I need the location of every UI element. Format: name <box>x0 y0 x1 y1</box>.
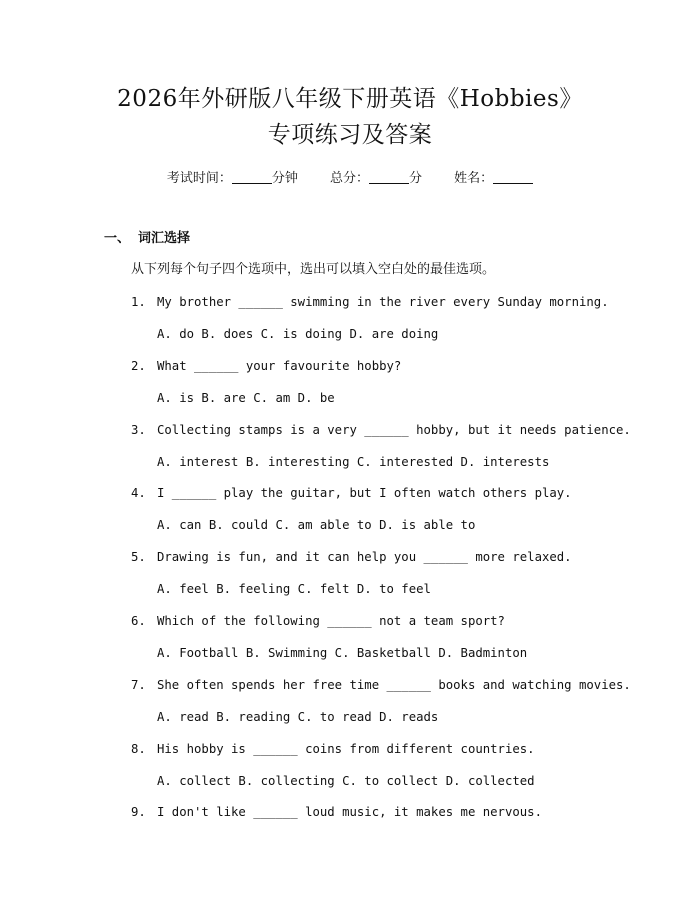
answer-options: A. do B. does C. is doing D. are doing <box>157 327 439 341</box>
section-instruction: 从下列每个句子四个选项中，选出可以填入空白处的最佳选项。 <box>131 262 496 277</box>
exam-time-field <box>167 171 302 186</box>
question-number: 4. <box>131 486 146 501</box>
section-heading <box>104 230 190 248</box>
total-score-field <box>330 171 426 186</box>
answer-options: A. is B. are C. am D. be <box>157 390 335 405</box>
question-text: What ______ your favourite hobby? <box>157 358 402 373</box>
answer-options: A. can B. could C. am able to D. is able to <box>157 518 476 533</box>
exam-time-unit: 分钟 <box>271 171 298 186</box>
student-name-field <box>454 171 533 186</box>
total-score-unit: 分 <box>409 171 423 186</box>
student-name-blank <box>493 169 533 184</box>
exam-time-label: 考试时间： <box>166 171 232 186</box>
question-number: 8. <box>131 741 146 756</box>
question-item <box>131 676 631 694</box>
question-text: She often spends her free time ______ books and watching movies. <box>157 677 631 692</box>
question-item <box>131 293 609 311</box>
question-number: 5. <box>131 550 146 565</box>
student-name-label: 姓名： <box>454 171 494 186</box>
page-title: 2026年外研版八年级下册英语《Hobbies》 <box>117 86 583 112</box>
total-score-label: 总分： <box>329 171 369 186</box>
section-title: 词汇选择 <box>138 231 191 246</box>
answer-options: A. feel B. feeling C. felt D. to feel <box>157 582 431 597</box>
answer-options: A. collect B. collecting C. to collect D. collected <box>157 773 535 788</box>
answer-options: A. read B. reading C. to read D. reads <box>157 709 439 724</box>
question-text: Drawing is fun, and it can help you ______ more relaxed. <box>157 550 572 565</box>
question-item <box>131 357 401 375</box>
exam-time-blank <box>232 169 272 184</box>
question-item <box>131 421 631 439</box>
question-text: Collecting stamps is a very ______ hobby, but it needs patience. <box>157 422 631 437</box>
question-number: 9. <box>131 805 146 820</box>
question-item <box>131 740 535 758</box>
question-item <box>131 548 572 566</box>
question-number: 1. <box>131 295 146 309</box>
total-score-blank <box>369 169 409 184</box>
question-text: Which of the following ______ not a team sport? <box>157 614 505 628</box>
question-text: I ______ play the guitar, but I often watch others play. <box>157 486 572 501</box>
question-item <box>131 612 505 630</box>
question-item <box>131 484 572 502</box>
question-number: 6. <box>131 614 146 628</box>
question-text: My brother ______ swimming in the river every Sunday morning. <box>157 295 609 309</box>
question-text: I don't like ______ loud music, it makes me nervous. <box>157 805 542 820</box>
question-number: 3. <box>131 422 146 437</box>
answer-options: A. interest B. interesting C. interested D. interests <box>157 454 550 469</box>
question-item <box>131 803 542 821</box>
answer-options: A. Football B. Swimming C. Basketball D. Badminton <box>157 646 528 660</box>
question-number: 7. <box>131 677 146 692</box>
question-number: 2. <box>131 358 146 373</box>
page-subtitle: 专项练习及答案 <box>267 122 433 148</box>
section-number: 一、 <box>104 231 131 246</box>
question-text: His hobby is ______ coins from different countries. <box>157 741 535 756</box>
exam-info-row <box>0 169 700 188</box>
